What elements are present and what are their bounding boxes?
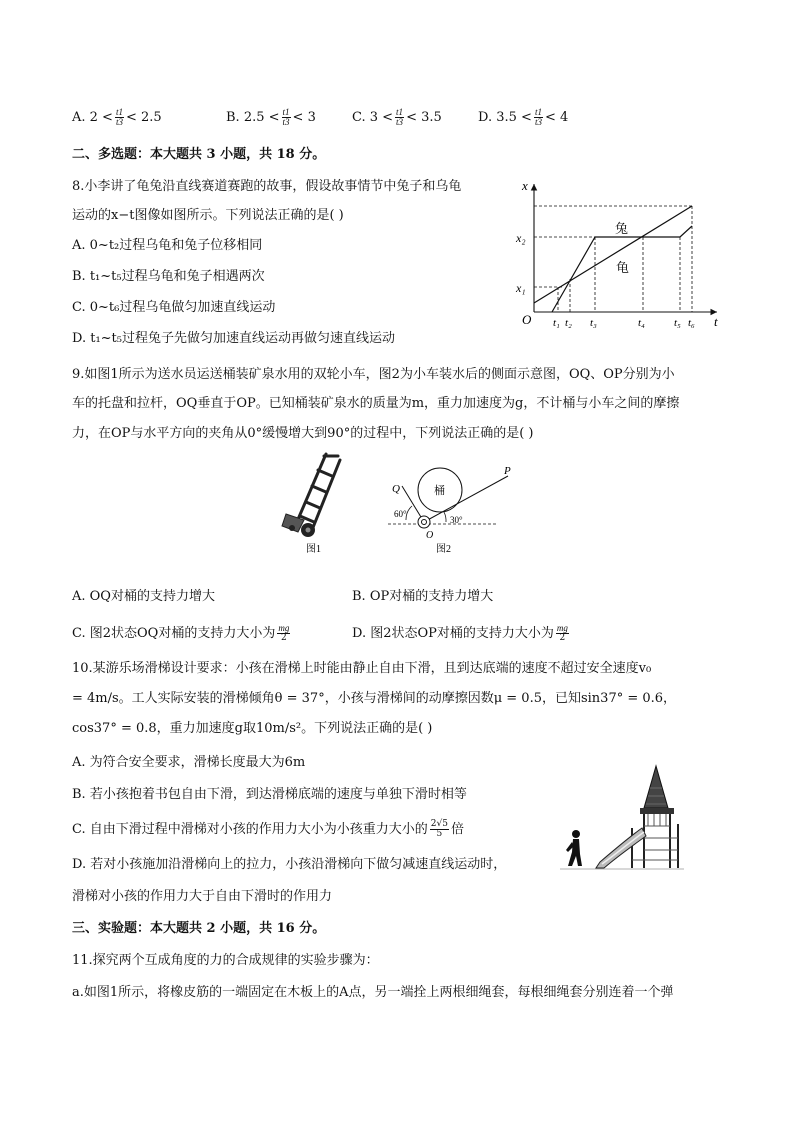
- q9-figure1-hand-truck: [274, 448, 358, 558]
- q10-option-b: B. 若小孩抱着书包自由下滑，到达滑梯底端的速度与单独下滑时相等: [72, 787, 467, 802]
- q11-stem: 11.探究两个互成角度的力的合成规律的实验步骤为：: [72, 953, 379, 968]
- axis-label-t: t: [714, 314, 718, 329]
- q7-option-c: C. 3 < $\frac{t1}{t3}$ < 3.5: [352, 107, 442, 127]
- turtle-line: [534, 206, 692, 303]
- rod-op: [424, 476, 508, 522]
- q10-stem-line2: = 4m/s。工人实际安装的滑梯倾角θ = 37°，小孩与滑梯间的动摩擦因数μ = 0.5，已知sin37° = 0.6，: [72, 691, 677, 706]
- figure2-caption: 图2: [436, 544, 451, 555]
- q10-slide-picture: [560, 764, 684, 874]
- label-o: O: [426, 530, 434, 541]
- fraction: $\frac{mg}{2}$: [556, 623, 568, 643]
- q8-option-a: A. 0~t₂过程乌龟和兔子位移相同: [72, 238, 263, 253]
- q9-option-c: C. 图2状态OQ对桶的支持力大小为 $\frac{mg}{2}$: [72, 623, 290, 643]
- label-q: Q: [392, 483, 400, 495]
- q9-option-a: A. OQ对桶的支持力增大: [72, 589, 215, 604]
- q9-option-d: D. 图2状态OP对桶的支持力大小为 $\frac{mg}{2}$: [352, 623, 568, 643]
- axis-label-x: x: [522, 178, 528, 193]
- q9-stem-line1: 9.如图1所示为送水员运送桶装矿泉水用的双轮小车，图2为小车装水后的侧面示意图，OQ、OP分别为小: [72, 367, 675, 382]
- q11-step-a: a.如图1所示，将橡皮筋的一端固定在木板上的A点，另一端拴上两根细绳套，每根细绳套分别连着一个弹: [72, 985, 674, 1000]
- q9-option-b: B. OP对桶的支持力增大: [352, 589, 494, 604]
- rabbit-label: 兔: [615, 221, 629, 236]
- tick-t5: t₅: [674, 317, 681, 329]
- q7-option-d: D. 3.5 < $\frac{t1}{t3}$ < 4: [478, 107, 569, 127]
- bucket-label: 桶: [434, 485, 445, 497]
- q8-stem-line1: 8.小李讲了龟兔沿直线赛道赛跑的故事，假设故事情节中兔子和乌龟: [72, 179, 462, 194]
- q9-figure2-diagram: [384, 460, 520, 560]
- q8-option-d: D. t₁~t₅过程兔子先做匀加速直线运动再做匀速直线运动: [72, 331, 395, 346]
- q10-option-d-line1: D. 若对小孩施加沿滑梯向上的拉力，小孩沿滑梯向下做匀减速直线运动时，: [72, 857, 507, 872]
- q9-stem-line3: 力，在OP与水平方向的夹角从0°缓慢增大到90°的过程中，下列说法正确的是( ): [72, 426, 534, 441]
- q9-stem-line2: 车的托盘和拉杆，OQ垂直于OP。已知桶装矿泉水的质量为m，重力加速度为g，不计桶与小车之间的摩擦: [72, 396, 680, 411]
- q8-option-c: C. 0~t₆过程乌龟做匀加速直线运动: [72, 300, 276, 315]
- tick-t2: t₂: [565, 317, 572, 329]
- tick-t4: t₄: [638, 317, 645, 329]
- angle-30: 30°: [450, 515, 463, 525]
- tick-t3: t₃: [590, 317, 597, 329]
- tick-x1: x₁: [516, 281, 526, 295]
- section-header-experiment: 三、实验题：本大题共 2 小题，共 16 分。: [72, 921, 326, 936]
- q10-option-a: A. 为符合安全要求，滑梯长度最大为6m: [72, 755, 306, 770]
- fraction: $\frac{t1}{t3}$: [115, 107, 123, 127]
- fraction: $\frac{t1}{t3}$: [396, 107, 404, 127]
- q8-xt-graph: [512, 174, 728, 334]
- origin-label: O: [522, 312, 532, 327]
- turtle-label: 龟: [616, 260, 630, 275]
- tick-t6: t₆: [688, 317, 695, 329]
- tick-t1: t₁: [553, 317, 560, 329]
- q10-stem-line1: 10.某游乐场滑梯设计要求：小孩在滑梯上时能由静止自由下滑，且到达底端的速度不超过安全速度v₀: [72, 661, 652, 676]
- fraction: $\frac{2√5}{5}$: [430, 819, 448, 839]
- q7-option-b: B. 2.5 < $\frac{t1}{t3}$ < 3: [226, 107, 316, 127]
- label-p: P: [504, 465, 511, 477]
- q10-stem-line3: cos37° = 0.8，重力加速度g取10m/s²。下列说法正确的是( ): [72, 721, 433, 736]
- tick-x2: x₂: [516, 231, 526, 245]
- fraction: $\frac{mg}{2}$: [278, 623, 290, 643]
- q10-option-c: C. 自由下滑过程中滑梯对小孩的作用力大小为小孩重力大小的 $\frac{2√5}{5}$ 倍: [72, 819, 464, 839]
- q8-stem-line2: 运动的x−t图像如图所示。下列说法正确的是( ): [72, 208, 344, 223]
- child-silhouette: [566, 830, 582, 866]
- figure1-caption: 图1: [306, 544, 321, 555]
- fraction: $\frac{t1}{t3}$: [282, 107, 290, 127]
- section-header-multiple-choice: 二、多选题：本大题共 3 小题，共 18 分。: [72, 147, 326, 162]
- q7-option-a: A. 2 < $\frac{t1}{t3}$ < 2.5: [72, 107, 162, 127]
- q10-option-d-line2: 滑梯对小孩的作用力大于自由下滑时的作用力: [72, 889, 333, 904]
- fraction: $\frac{t1}{t3}$: [534, 107, 542, 127]
- angle-60: 60°: [394, 509, 407, 519]
- wheel-inner: [422, 520, 427, 525]
- q8-option-b: B. t₁~t₅过程乌龟和兔子相遇两次: [72, 269, 265, 284]
